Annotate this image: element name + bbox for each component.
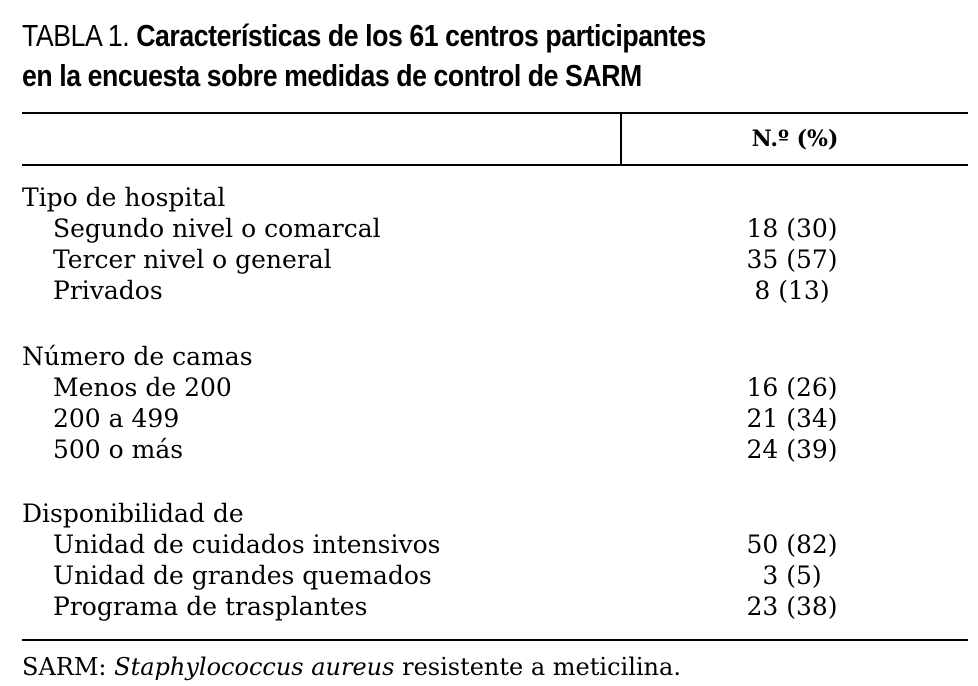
table-footnote — [22, 650, 681, 684]
column-header-count-percent: N.º (%) — [751, 126, 839, 152]
table-row — [22, 560, 968, 591]
footnote-species: Staphylococcus aureus — [114, 653, 395, 681]
table-row — [22, 529, 968, 560]
table-row — [22, 372, 968, 403]
row-label: Tercer nivel o general — [53, 245, 332, 274]
row-label: Privados — [53, 276, 163, 305]
section-heading — [22, 341, 968, 372]
table-row — [22, 403, 968, 434]
table-title — [22, 16, 830, 96]
section-heading — [22, 182, 968, 213]
section-heading-label: Número de camas — [22, 342, 253, 371]
section-heading-label: Disponibilidad de — [22, 499, 244, 528]
section-heading-label: Tipo de hospital — [22, 183, 226, 212]
row-label: Unidad de grandes quemados — [53, 561, 432, 590]
row-value: 23 (38) — [746, 592, 838, 621]
row-value: 21 (34) — [746, 404, 838, 433]
row-value: 3 (5) — [762, 561, 822, 590]
table-row — [22, 275, 968, 306]
row-value: 16 (26) — [746, 373, 838, 402]
row-label: Unidad de cuidados intensivos — [53, 530, 441, 559]
row-value: 50 (82) — [746, 530, 838, 559]
section-tipo-de-hospital — [22, 182, 968, 306]
table-title-text-2: en la encuesta sobre medidas de control de SARM — [22, 58, 642, 93]
table-row — [22, 213, 968, 244]
table-title-text-1: Características de los 61 centros participantes — [136, 18, 706, 53]
row-value: 8 (13) — [754, 276, 830, 305]
row-label: 200 a 499 — [53, 404, 180, 433]
row-label: 500 o más — [53, 435, 184, 464]
section-disponibilidad — [22, 498, 968, 622]
table-bottom-rule — [22, 639, 968, 641]
section-numero-de-camas — [22, 341, 968, 465]
section-heading — [22, 498, 968, 529]
row-label: Programa de trasplantes — [53, 592, 368, 621]
row-value: 24 (39) — [746, 435, 838, 464]
footnote-abbreviation: SARM: — [22, 653, 107, 681]
header-bottom-rule — [22, 164, 968, 166]
footnote-definition: resistente a meticilina. — [402, 653, 681, 681]
table-row — [22, 434, 968, 465]
row-label: Menos de 200 — [53, 373, 232, 402]
table-number: TABLA 1. — [22, 18, 130, 53]
table-title-line-1 — [22, 16, 830, 56]
row-value: 35 (57) — [746, 245, 838, 274]
table-row — [22, 244, 968, 275]
table-row — [22, 591, 968, 622]
row-value: 18 (30) — [746, 214, 838, 243]
row-label: Segundo nivel o comarcal — [53, 214, 381, 243]
